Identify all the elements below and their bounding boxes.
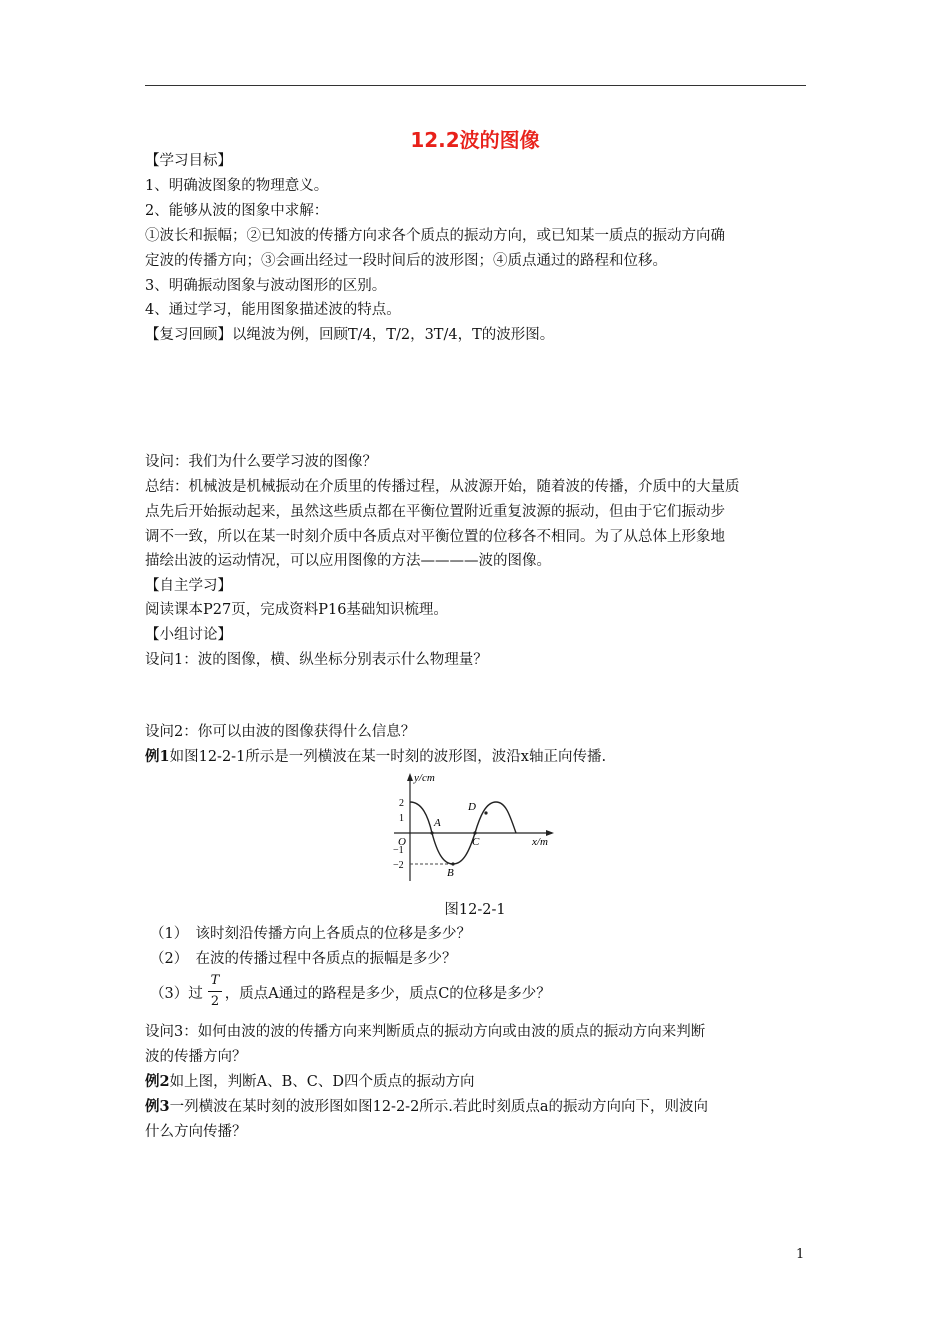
section-heading: 【自主学习】 [145,578,232,594]
text-line: 总结：机械波是机械振动在介质里的传播过程，从波源开始，随着波的传播，介质中的大量质 [145,479,740,495]
y-tick-label: −1 [393,845,404,856]
y-tick-label: 2 [399,798,404,809]
y-tick-label: −2 [393,860,404,871]
text-line: 调不一致，所以在某一时刻介质中各质点对平衡位置的位移各不相同。为了从总体上形象地 [145,529,725,545]
question-line: （2） 在波的传播过程中各质点的振幅是多少？ [150,951,457,967]
origin-label: O [398,836,406,848]
text-line: 阅读课本P27页，完成资料P16基础知识梳理。 [145,602,448,618]
point-b [451,862,454,865]
text-line: 描绘出波的运动情况，可以应用图像的方法————波的图像。 [145,553,551,569]
page-number: 1 [796,1247,805,1262]
section-heading: 【复习回顾】以绳波为例，回顾T/4，T/2，3T/4，T的波形图。 [145,327,555,343]
question-line [150,984,820,1004]
y-axis-label: y/cm [414,772,435,784]
example-text: 如图12-2-1所示是一列横波在某一时刻的波形图，波沿x轴正向传播. [169,749,607,765]
page-title: 12.2波的图像 [410,128,540,152]
point-label-d: D [468,801,476,813]
fraction-denominator: 2 [210,994,220,1009]
text-line: 4、通过学习，能用图象描述波的特点。 [145,302,401,318]
text-line: 什么方向传播？ [145,1124,247,1140]
wave-figure [380,768,570,886]
fraction-t-over-2 [208,972,222,1011]
point-c [473,831,476,834]
point-label-c: C [472,836,480,848]
section-heading: 【学习目标】 [145,153,232,169]
text-line: 波的传播方向？ [145,1049,247,1065]
wave-graph [380,768,570,886]
text-line: 2、能够从波的图象中求解： [145,203,329,219]
question-suffix: ，质点A通过的路程是多少，质点C的位移是多少？ [224,986,551,1002]
example-label: 例3 [145,1098,170,1115]
text-line: 设问3：如何由波的波的传播方向来判断质点的振动方向或由波的质点的振动方向来判断 [145,1024,706,1040]
example-line [145,747,815,767]
example-line [145,1097,815,1117]
point-a [430,831,433,834]
text-line: 设问：我们为什么要学习波的图像？ [145,454,377,470]
text-line: 定波的传播方向；③会画出经过一段时间后的波形图；④质点通过的路程和位移。 [145,253,667,269]
y-tick-label: 1 [399,813,404,824]
point-d [484,811,487,814]
text-line: 1、明确波图象的物理意义。 [145,178,329,194]
header-rule [145,85,806,86]
x-axis-label: x/m [532,836,548,848]
fraction-bar [208,991,222,992]
point-label-a: A [434,817,441,829]
text-line: 3、明确振动图象与波动图形的区别。 [145,278,387,294]
example-text: 一列横波在某时刻的波形图如图12-2-2所示.若此时刻质点a的振动方向向下，则波向 [169,1099,709,1115]
text-line: 设问1：波的图像，横、纵坐标分别表示什么物理量？ [145,652,488,668]
question-prefix: （3）过 [150,986,203,1002]
text-line: 设问2：你可以由波的图像获得什么信息？ [145,724,416,740]
point-label-b: B [447,867,454,879]
figure-caption: 图12-2-1 [444,902,506,918]
section-heading: 【小组讨论】 [145,627,232,643]
text-line: 点先后开始振动起来，虽然这些质点都在平衡位置附近重复波源的振动，但由于它们振动步 [145,504,725,520]
fraction-numerator: T [210,973,220,988]
y-axis-arrow-icon [407,773,413,781]
example-text: 如上图，判断A、B、C、D四个质点的振动方向 [169,1074,475,1090]
text-line: ①波长和振幅；②已知波的传播方向求各个质点的振动方向，或已知某一质点的振动方向确 [145,228,725,244]
example-line [145,1072,815,1092]
question-line: （1） 该时刻沿传播方向上各质点的位移是多少？ [150,926,471,942]
example-label: 例2 [145,1073,170,1090]
example-label: 例1 [145,748,170,765]
